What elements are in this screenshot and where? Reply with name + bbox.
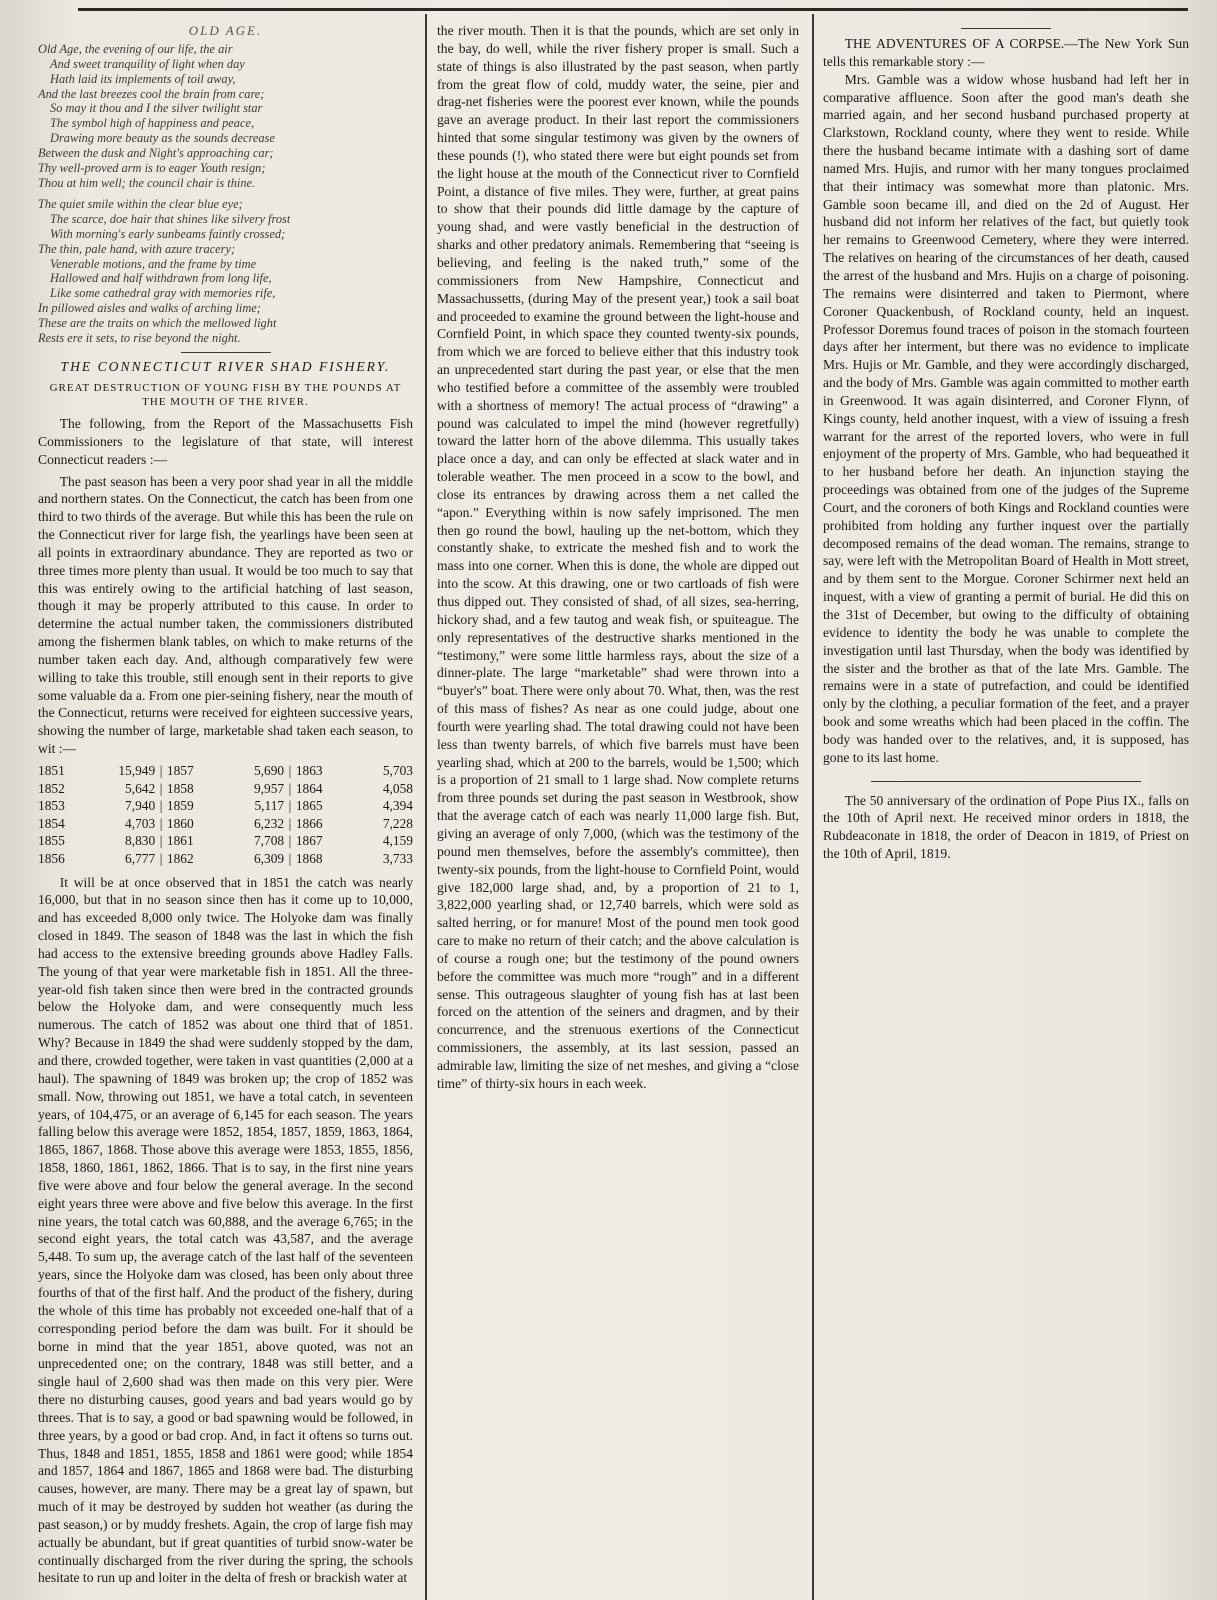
poem-line: These are the traits on which the mellowed light (38, 316, 277, 331)
column-rule (812, 14, 814, 1600)
article-2 (823, 35, 1189, 71)
table-cell: 1867 (295, 833, 323, 849)
table-row: 1852 5,642 | 1858 9,957 | 1864 4,058 (38, 780, 413, 796)
table-cell: 1853 (38, 798, 65, 814)
table-cell: 5,703 (382, 763, 413, 778)
table-cell: 6,309 (253, 850, 285, 866)
table-cell: 4,703 (125, 815, 156, 831)
poem-line: The symbol high of happiness and peace, (50, 116, 255, 131)
poem-line: Thy well-proved arm is to eager Youth resign; (38, 161, 266, 176)
poem-line: And sweet tranquility of light when day (50, 56, 245, 71)
divider (871, 781, 1141, 782)
table-cell: 1855 (38, 833, 65, 849)
table-cell: 1860 (166, 815, 194, 831)
article-title: THE CONNECTICUT RIVER SHAD FISHERY. (60, 358, 391, 374)
table-cell: 1865 (295, 798, 323, 814)
table-cell: 5,642 (125, 780, 156, 796)
table-cell: 4,394 (382, 798, 413, 814)
table-cell: 5,690 (253, 763, 285, 778)
table-cell: 6,777 (125, 850, 156, 866)
article-subtitle: GREAT DESTRUCTION OF YOUNG FISH BY THE POUNDS AT THE MOUTH OF THE RIVER. (49, 381, 402, 408)
article-2-headline: THE ADVENTURES OF A CORPSE. (844, 36, 1065, 51)
poem-line: The quiet smile within the clear blue eye; (38, 196, 243, 211)
table-row: 1855 8,830 | 1861 7,708 | 1867 4,159 (38, 833, 413, 849)
poem-line: Drawing more beauty as the sounds decrease (50, 131, 275, 146)
article-3-body: The 50 anniversary of the ordination of Pope Pius IX., falls on the 10th of April next. He received minor orders in 1818, the Rubdeaconate in 1818, the order of Deacon in 1819, of Priest on the 10th of April, 1819. (823, 792, 1189, 862)
poem-line: Between the dusk and Night's approaching car; (38, 146, 274, 161)
table-cell: 4,058 (382, 780, 413, 796)
table-cell: 5,117 (254, 798, 285, 814)
table-cell: 1861 (166, 833, 194, 849)
table-cell: 1856 (38, 850, 65, 866)
article-paragraph-flow: It will be at once observed that in 1851 the catch was nearly 16,000, but that in no season since then has it come up to 10,000, and has exceeded 8,000 only twice. The Holyoke dam was finally closed in 1849. The season of 1848 was the last in which the fish had access to the extensive breeding grounds above Hadley Falls. The young of that year were marketable fish in 1851. All the three-year-old fish taken since then were bred in the contracted grounds below the Holyoke dam, and were consequently much less numerous. The catch of 1852 was about one third that of 1851. Why? Because in 1849 the shad were suddenly stopped by the dam, and there, crowded together, were taken in vast quantities (2,000 at a haul). The spawning of 1849 was broken up; the crop of 1852 was small. Now, throwing out 1851, we have a total catch, in seventeen years, of 104,475, or an average of 6,145 for each season. The years falling below this average were 1852, 1854, 1857, 1859, 1863, 1864, 1865, 1867, 1868. Those above this average were 1853, 1855, 1856, 1858, 1860, 1861, 1862, 1866. That is to say, in the first nine years five were above and four below the general average. In the second eight years three were above and five below this average. In the first nine years, the total catch was 60,888, and the average 6,765; in the second eight years, the total catch was 43,587, and the average 5,448. To sum up, the average catch of the last half of the seventeen years, since the Holyoke dam was closed, has been only about three fourths of that of the first half. And the product of the fishery, during the whole of this time has probably not exceeded one-half that of a corresponding period before the dam was built. For it should be borne in mind that the year 1851, above quoted, was not an unprecedented one; on the contrary, 1848 was still better, and a single haul of 2,600 shad was then made on this very pier. Were there no disturbing causes, good years and bad years would go by threes. That is to say, a good or bad spawning would be followed, in three years, by a good or bad crop. And, in fact it oftens so turns out. Thus, 1848 and 1851, 1855, 1858 and 1861 were good; while 1854 and 1857, 1864 and 1867, 1865 and 1868 were bad. The disturbing causes, however, are many. There may be a great lay of spawn, but much of it may be destroyed by sudden hot weather (as during the past season,) or by muddy freshets. Again, the crop of large fish may actually be abundant, but if great quantities of turbid snow-water be continually discharged from the river during the spring, the schools hesitate to run up and loiter in the delta of fresh or brackish water at (38, 874, 413, 1586)
article-2-body: Mrs. Gamble was a widow whose husband had left her in comparative affluence. Soon after the good man's death she married again, and her second husband purchased property at Clarkstown, Rockland county, where they went to reside. While there the husband became intimate with a dashing sort of dame named Mrs. Hujis, and rumor with her many tongues proclaimed that their intimacy was somewhat more than platonic. Mrs. Gamble soon became ill, and died on the 2d of August. Her husband did not inform her relatives of the fact, but quietly took her remains to Greenwood Cemetery, where they were interred. The relatives on hearing of the circumstances of her death, caused the arrest of the husband and Mrs. Hujis on a charge of poisoning. The remains were disinterred and taken to Piermont, where Coroner Quackenbush, of Rockland county, held an inquest. Professor Doremus found traces of poison in the stomach fourteen days after her interment, but there was no evidence to implicate Mrs. Hujis or Mr. Gamble, and they were accordingly discharged, and the body of Mrs. Gamble was again committed to mother earth in Greenwood. It was again disinterred, and Coroner Flynn, of Kings county, held another inquest, with a view of issuing a fresh warrant for the arrest of the reported lovers, who were in full enjoyment of the property of Mrs. Gamble, who had bequeathed it to her husband before her death. An injunction staying the proceedings was obtained from one of the judges of the Supreme Court, and the coroners of both Kings and Rockland counties were prohibited from holding any further inquest over the partially decomposed remains of the dead woman. The remains, strange to say, were left with the Metropolitan Board of Health in Mott street, and by them sent to the Morgue. Coroner Schirmer next held an inquest, with a view of granting a permit of burial. He did this on the 31st of December, but owing to the difficulty of obtaining evidence to identity the body he was unable to complete the investigation until last Thursday, when the body was identified by the sister and the brother as that of the late Mrs. Gamble. The remains were in a state of putrefaction, and could be identified only by the clothing, a peculiar formation of the feet, and a prayer book and some wreaths which had been placed in the coffin. The body was handed over to the relatives, and, it is supposed, has gone to its last home. (823, 71, 1189, 765)
table-cell: 9,957 (253, 780, 285, 796)
poem-stanza-2 (38, 197, 413, 346)
table-cell: 1859 (166, 798, 194, 814)
table-cell: 15,949 (118, 763, 156, 778)
table-row: 1854 4,703 | 1860 6,232 | 1866 7,228 (38, 815, 413, 831)
poem-line: Thou at him well; the council chair is thine. (38, 176, 256, 190)
poem-line: The thin, pale hand, with azure tracery; (38, 241, 236, 256)
divider (181, 352, 271, 353)
table-cell: 1857 (166, 763, 194, 778)
poem-line: Old Age, the evening of our life, the air (38, 41, 233, 56)
table-row: 1853 7,940 | 1859 5,117 | 1865 4,394 (38, 798, 413, 814)
poem-line: In pillowed aisles and walks of arching lime; (38, 301, 261, 316)
poem-line: Like some cathedral gray with memories rife, (50, 286, 276, 301)
table-cell: 1868 (295, 850, 323, 866)
table-cell: 1854 (38, 815, 65, 831)
column-2 (437, 22, 799, 1597)
column-1 (38, 22, 413, 1597)
table-row: 1856 6,777 | 1862 6,309 | 1868 3,733 (38, 850, 413, 866)
table-cell: 1863 (295, 763, 323, 778)
table-cell: 8,830 (125, 833, 156, 849)
table-cell: 1862 (166, 850, 194, 866)
poem-line: Hallowed and half withdrawn from long life, (50, 271, 272, 286)
table-cell: 7,228 (382, 815, 413, 831)
table-cell: 1851 (38, 763, 65, 778)
table-cell: 3,733 (382, 850, 413, 866)
poem-stanza-1 (38, 42, 413, 191)
table-cell: 1866 (295, 815, 323, 831)
divider (961, 28, 1051, 29)
article-paragraph: The past season has been a very poor shad year in all the middle and northern states. On the Connecticut, the catch has been from one third to two thirds of the average. But while this has been the rule on the Connecticut river for large fish, the yearlings have been seen at all points in extraordinary abundance. They are reported as two or three times more plenty than usual. It would be too much to say that this was entirely owing to the artificial hatching of last season, though it may be properly attributed to this cause. In order to determine the actual number taken, the commissioners distributed among the fishermen blank tables, on which to make returns of the number taken each day. And, although comparatively few were willing to take this trouble, still enough sent in their reports to give some valuable da a. From one pier-seining fishery, near the mouth of the Connecticut, returns were received for eighteen successive years, showing the number of large, marketable shad taken each season, to wit :— (38, 473, 413, 757)
poem-line: Hath laid its implements of toil away, (50, 71, 236, 86)
table-cell: 7,940 (125, 798, 156, 814)
article-intro: The following, from the Report of the Massachusetts Fish Commissioners to the legislature of that state, will interest Connecticut readers :— (38, 415, 413, 467)
shad-catch-table (38, 762, 413, 868)
poem-line: With morning's early sunbeams faintly crossed; (50, 226, 286, 241)
poem-line: The scarce, doe hair that shines like silvery frost (50, 211, 291, 226)
poem-line: And the last breezes cool the brain from care; (38, 86, 265, 101)
table-cell: 1858 (166, 780, 194, 796)
table-cell: 4,159 (382, 833, 413, 849)
column-3 (823, 22, 1189, 1597)
poem-line: So may it thou and I the silver twilight star (50, 101, 263, 116)
article-continuation: the river mouth. Then it is that the pounds, which are set only in the bay, do well, while the river fishery proper is small. Such a state of things is also illustrated by the past season, when partly from the great flow of cold, muddy water, the seine, pier and drag-net fisheries were the poorest ever known, while the pounds gave an average product. In their last report the commissioners hinted that some singular testimony was given by the owners of these pounds (!), who stated there were but eight pounds set from the light house at the mouth of the Connecticut river to Cornfield Point, a distance of five miles. They were, further, at great pains to show that their pounds did little damage by the capture of young shad, and were vastly beneficial in the destruction of sharks and other predatory animals. Remembering that “seeing is believing, and feeling is the naked truth,” some of the commissioners from New Hampshire, Connecticut and Massachussetts, (during May of the present year,) took a sail boat and proceeded to examine the ground between the light-house and Cornfield Point, in which space they counted twenty-six pounds, from which we are forced to believe either that this industry took an unprecedented start during the past year, or else that the men who testified before a committee of the assembly were troubled with a shortness of memory! The actual process of “drawing” a pound was calculated to impel the mind (however regretfully) toward the latter horn of the above dilemma. This usually takes place once a day, and can only be effected at slack water and in tolerable weather. The men proceed in a scow to the bowl, and close its entrances by drawing across them a net called the “apon.” Everything within is now safely imprisoned. The men then go round the bowl, hauling up the net-bottom, which they constantly shake, to extricate the meshed fish and to work the mass into one corner. When this is done, the whole are dipped out into the scow. At this drawing, one or two cartloads of fish were thus dipped out. They consisted of shad, of all sizes, sea-herring, hickory shad, and a few tautog and weak fish, or spuiteague. The only representatives of the destructive sharks mentioned in the “testimony,” were some little harmless rays, about the size of a dinner-plate. The large “marketable” shad were thrown into a “buyer's” boat. There were only about 70. What, then, was the rest of this mass of fishes? As near as one could judge, about one fourth were yearling shad. The total drawing could not have been less than twenty barrels, of which five barrels must have been yearling shad, which at 200 to the barrels, would be 1,500; which is a proportion of 21 small to 1 large shad. Now complete returns from three pounds set during the past season in Westbrook, show that the average catch of each was nearly 11,000 large fish. But, giving an average of only 7,000, (which was the testimony of the pound men themselves, before the assembly's committee), then twenty-six pounds, from the light-house to Cornfield Point, would give 182,000 large shad, and, by a proportion of 21 to 1, 3,822,000 yearling shad, or 12,740 barrels, which were sold as salted herring, or for manure! Most of the pound men took good care to make no return of their catch; and the above calculation is of course a rough one; but the testimony of the pound owners before the committee was much more “rough” and in a different sense. This outrageous slaughter of young fish has at last been forced on the attention of the seiners and dragmen, and by their concurrence, and the strenuous exertions of the Connecticut commissioners, the assembly, at its last session, passed an admirable law, limiting the size of net meshes, and giving a “close time” of thirty-six hours in each week. (437, 23, 799, 1091)
poem-title: OLD AGE. (188, 23, 263, 38)
poem-line: Venerable motions, and the frame by time (50, 256, 257, 271)
table-cell: 6,232 (253, 815, 285, 831)
table-cell: 7,708 (253, 833, 285, 849)
article-2-intro: —The New York Sun tells this remarkable story :— (823, 36, 1189, 69)
poem-line: Rests ere it sets, to rise beyond the night. (38, 331, 241, 346)
table-cell: 1864 (295, 780, 323, 796)
column-rule (425, 14, 427, 1600)
table-row: 1851 15,949 | 1857 5,690 | 1863 5,703 (38, 763, 413, 778)
top-rule (78, 8, 1188, 11)
table-cell: 1852 (38, 780, 65, 796)
